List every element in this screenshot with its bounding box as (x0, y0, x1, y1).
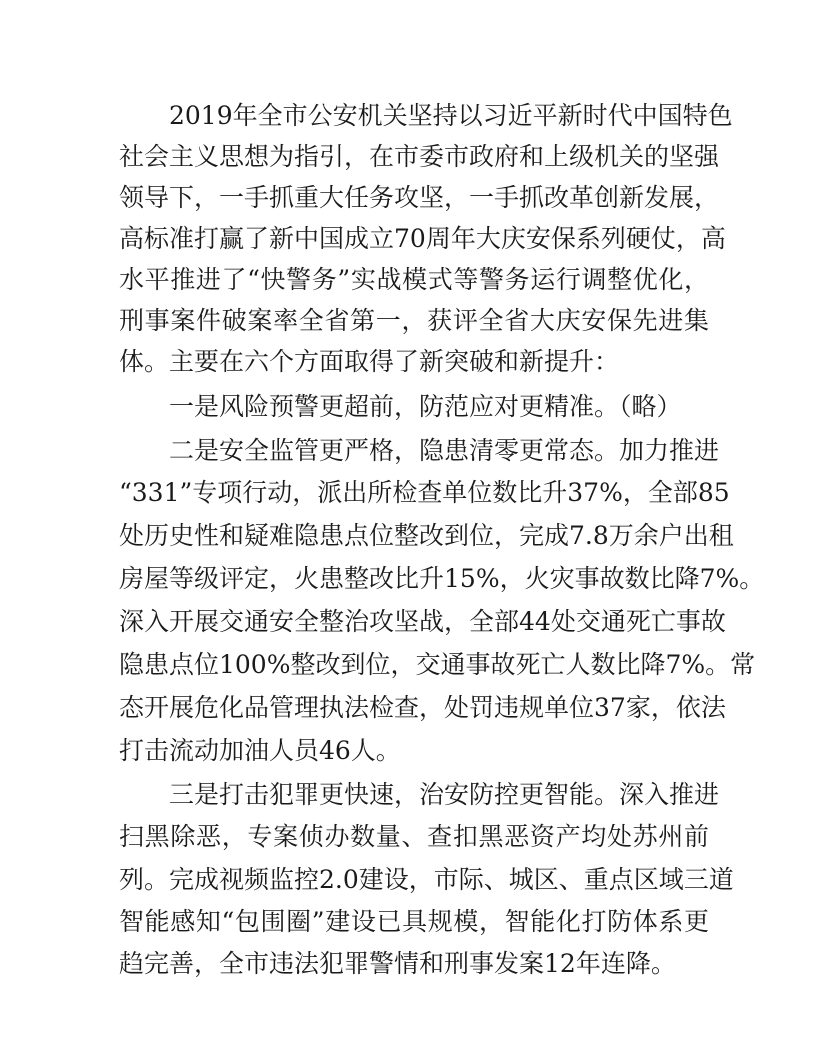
paragraph-4-line-2: 扫黑除恶，专案侦办数量、查扣黑恶资产均处苏州前 (119, 822, 709, 851)
paragraph-1-line-5: 水平推进了“快警务”实战模式等警务运行调整优化， (119, 265, 709, 294)
paragraph-1-line-4: 高标准打赢了新中国成立70周年大庆安保系列硬仗，高 (119, 224, 726, 253)
paragraph-3-line-2: “331”专项行动，派出所检查单位数比升37%，全部85 (119, 478, 730, 507)
paragraph-1-line-6: 刑事案件破案率全省第一，获评全省大庆安保先进集 (119, 306, 709, 335)
paragraph-3-line-1: 二是安全监管更严格，隐患清零更常态。加力推进 (169, 436, 720, 465)
paragraph-1-line-3: 领导下，一手抓重大任务攻坚，一手抓改革创新发展， (119, 183, 720, 212)
paragraph-3-line-7: 态开展危化品管理执法检查，处罚违规单位37家，依法 (119, 693, 726, 722)
paragraph-4-line-4: 智能感知“包围圈”建设已具规模，智能化打防体系更 (119, 907, 709, 936)
paragraph-3-line-8: 打击流动加油人员46人。 (119, 736, 401, 765)
paragraph-4-line-5: 趋完善，全市违法犯罪警情和刑事发案12年连降。 (119, 949, 676, 978)
paragraph-3-line-5: 深入开展交通安全整治攻坚战，全部44处交通死亡事故 (119, 607, 726, 636)
paragraph-4-line-1: 三是打击犯罪更快速，治安防控更智能。深入推进 (169, 780, 720, 809)
paragraph-1-line-1: 2019年全市公安机关坚持以习近平新时代中国特色 (169, 101, 733, 130)
paragraph-3-line-3: 处历史性和疑难隐患点位整改到位，完成7.8万余户出租 (119, 521, 734, 550)
paragraph-3-line-6: 隐患点位100%整改到位，交通事故死亡人数比降7%。常 (119, 650, 756, 679)
paragraph-1-line-2: 社会主义思想为指引，在市委市政府和上级机关的坚强 (119, 142, 720, 171)
paragraph-1-line-7: 体。主要在六个方面取得了新突破和新提升： (119, 347, 620, 376)
paragraph-2-line-1: 一是风险预警更超前，防范应对更精准。（略） (169, 392, 682, 421)
paragraph-4-line-3: 列。完成视频监控2.0建设，市际、城区、重点区域三道 (119, 865, 734, 894)
paragraph-3-line-4: 房屋等级评定，火患整改比升15%，火灾事故数比降7%。 (119, 564, 765, 593)
